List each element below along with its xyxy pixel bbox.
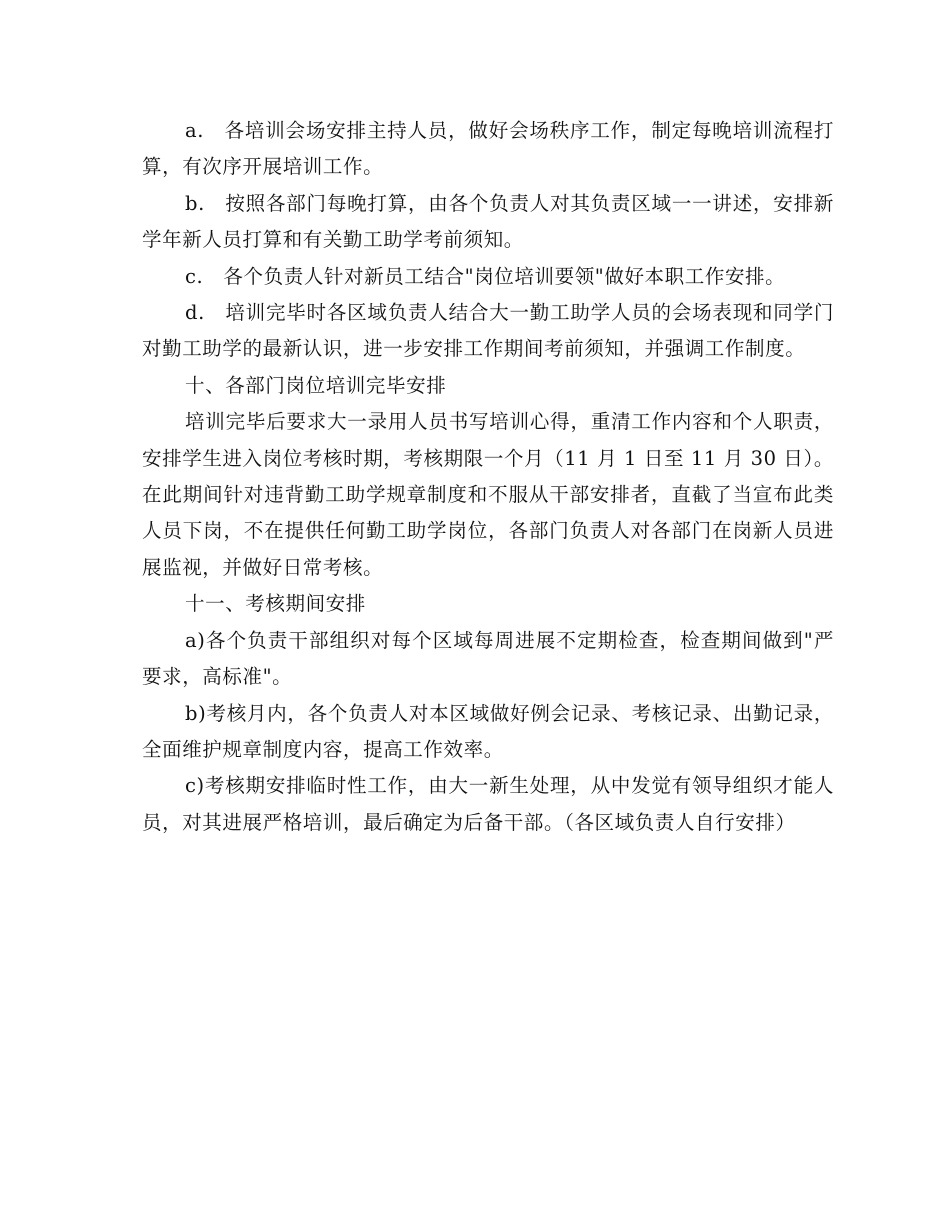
paragraph-department-plan: b. 按照各部门每晚打算，由各个负责人对其负责区域一一讲述，安排新学年新人员打算和有关勤工助学考前须知。 bbox=[142, 191, 834, 252]
paragraph-training-venue: a. 各培训会场安排主持人员，做好会场秩序工作，制定每晚培训流程打算，有次序开展培训工作。 bbox=[142, 119, 834, 179]
paragraph-training-completion: d. 培训完毕时各区域负责人结合大一勤工助学人员的会场表现和同学门对勤工助学的最新认识，进一步安排工作期间考前须知，并强调工作制度。 bbox=[142, 301, 834, 361]
paragraph-monthly-records: b)考核月内，各个负责人对本区域做好例会记录、考核记录、出勤记录，全面维护规章制度内容，提高工作效率。 bbox=[142, 701, 834, 761]
section-heading-eleven: 十一、考核期间安排 bbox=[185, 592, 366, 616]
paragraph-weekly-inspection: a)各个负责干部组织对每个区域每周进展不定期检查，检查期间做到"严要求，高标准"。 bbox=[142, 628, 834, 689]
paragraph-temporary-work: c)考核期安排临时性工作，由大一新生处理，从中发觉有领导组织才能人员，对其进展严格培训，最后确定为后备干部。（各区域负责人自行安排） bbox=[142, 774, 834, 834]
section-heading-ten: 十、各部门岗位培训完毕安排 bbox=[185, 373, 447, 397]
paragraph-post-training: 培训完毕后要求大一录用人员书写培训心得，重清工作内容和个人职责，安排学生进入岗位考核时期，考核期限一个月（11 月 1 日至 11 月 30 日）。在此期间针对违背勤工助学规章制度和不服从干部安排者，直截了当宣布此类人员下岗，不在提供任何勤工助学岗位，各部门负责人对各部门在岗新人员进展监视，并做好日常考核。 bbox=[142, 410, 834, 579]
paragraph-responsible-persons: c. 各个负责人针对新员工结合"岗位培训要领"做好本职工作安排。 bbox=[185, 264, 786, 288]
document-page bbox=[142, 113, 834, 841]
